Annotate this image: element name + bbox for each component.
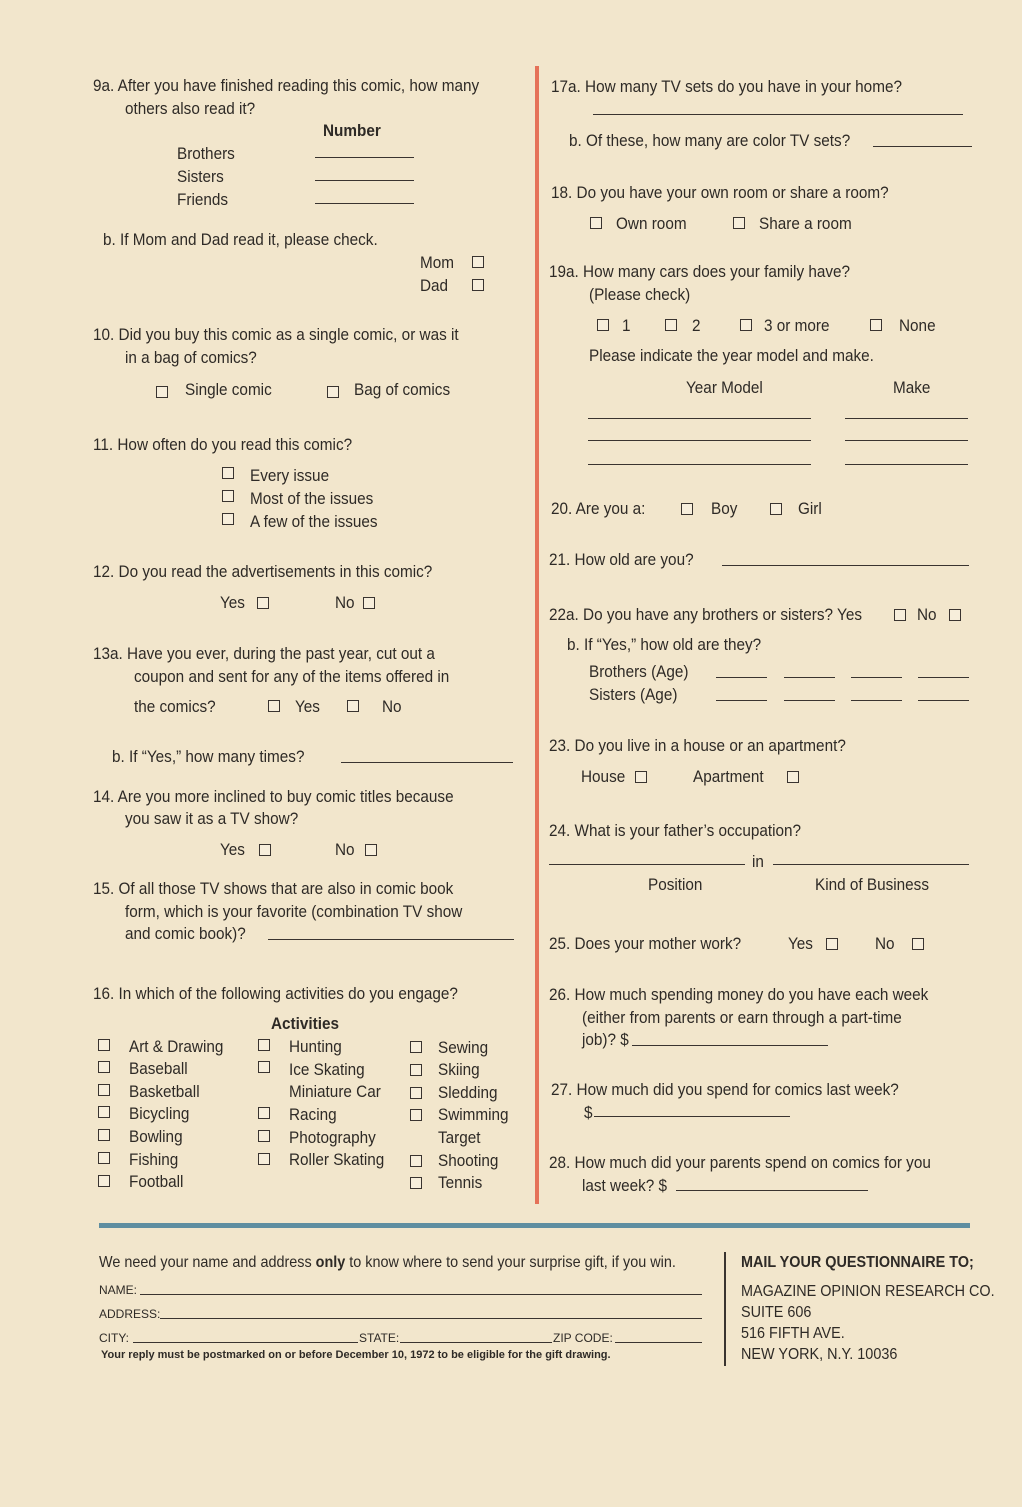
tv-sets-field[interactable] bbox=[593, 114, 963, 115]
position-field[interactable] bbox=[549, 864, 745, 865]
friends-count-field[interactable] bbox=[315, 203, 414, 204]
bicycling-checkbox[interactable] bbox=[98, 1106, 110, 1118]
year-model-field-2[interactable] bbox=[588, 440, 811, 441]
q28-label-cont: last week? $ bbox=[582, 1176, 668, 1195]
q13a-no-checkbox[interactable] bbox=[347, 700, 359, 712]
sisters-label: Sisters bbox=[177, 167, 224, 186]
share-room-label: Share a room bbox=[759, 214, 852, 233]
photography-label: Photography bbox=[289, 1128, 376, 1147]
column-divider bbox=[535, 66, 539, 1204]
few-issues-checkbox[interactable] bbox=[222, 513, 234, 525]
own-room-checkbox[interactable] bbox=[590, 217, 602, 229]
q14-yes-checkbox[interactable] bbox=[259, 844, 271, 856]
make-field-1[interactable] bbox=[845, 418, 968, 419]
q13a-label-cont: coupon and sent for any of the items offered in bbox=[134, 667, 450, 686]
fishing-label: Fishing bbox=[129, 1150, 179, 1169]
q17b-label: b. Of these, how many are color TV sets? bbox=[569, 131, 851, 150]
single-comic-label: Single comic bbox=[185, 380, 272, 399]
sewing-checkbox[interactable] bbox=[410, 1041, 422, 1053]
bowling-checkbox[interactable] bbox=[98, 1129, 110, 1141]
brothers-age-label: Brothers (Age) bbox=[589, 662, 689, 681]
q12-yes-label: Yes bbox=[220, 593, 245, 612]
girl-checkbox[interactable] bbox=[770, 503, 782, 515]
position-caption: Position bbox=[648, 875, 703, 894]
mother-work-no-checkbox[interactable] bbox=[912, 938, 924, 950]
cars-1-label: 1 bbox=[622, 316, 631, 335]
sisters-age-label: Sisters (Age) bbox=[589, 685, 678, 704]
brother-age-field-4[interactable] bbox=[918, 677, 969, 678]
swimming-label: Swimming bbox=[438, 1105, 509, 1124]
times-field[interactable] bbox=[341, 762, 513, 763]
comics-spend-field[interactable] bbox=[594, 1116, 790, 1117]
year-model-field-1[interactable] bbox=[588, 418, 811, 419]
every-issue-label: Every issue bbox=[250, 466, 330, 485]
q9a-label: 9a. After you have finished reading this comic, how many bbox=[93, 76, 480, 95]
shooting-label: Shooting bbox=[438, 1151, 499, 1170]
color-tv-field[interactable] bbox=[873, 146, 972, 147]
q13a-label: 13a. Have you ever, during the past year, cut out a bbox=[93, 644, 435, 663]
siblings-no-checkbox[interactable] bbox=[949, 609, 961, 621]
q19a-label: 19a. How many cars does your family have? bbox=[549, 262, 851, 281]
tennis-label: Tennis bbox=[438, 1173, 483, 1192]
sledding-checkbox[interactable] bbox=[410, 1087, 422, 1099]
q12-yes-checkbox[interactable] bbox=[257, 597, 269, 609]
baseball-label: Baseball bbox=[129, 1059, 188, 1078]
q14-label-cont: you saw it as a TV show? bbox=[125, 809, 299, 828]
mail-line-2: SUITE 606 bbox=[741, 1304, 812, 1321]
sister-age-field-1[interactable] bbox=[716, 700, 767, 701]
q15-label-cont2: and comic book)? bbox=[125, 924, 246, 943]
q17a-label: 17a. How many TV sets do you have in your home? bbox=[551, 77, 902, 96]
tennis-checkbox[interactable] bbox=[410, 1177, 422, 1189]
football-checkbox[interactable] bbox=[98, 1175, 110, 1187]
mail-title: MAIL YOUR QUESTIONNAIRE TO; bbox=[741, 1254, 974, 1271]
dad-label: Dad bbox=[420, 276, 449, 295]
apartment-label: Apartment bbox=[693, 767, 764, 786]
cars-none-checkbox[interactable] bbox=[870, 319, 882, 331]
cars-3-checkbox[interactable] bbox=[740, 319, 752, 331]
cars-2-checkbox[interactable] bbox=[665, 319, 677, 331]
house-checkbox[interactable] bbox=[635, 771, 647, 783]
sister-age-field-4[interactable] bbox=[918, 700, 969, 701]
sewing-label: Sewing bbox=[438, 1038, 489, 1057]
number-heading: Number bbox=[323, 121, 381, 140]
address-field[interactable] bbox=[160, 1318, 702, 1319]
activities-heading: Activities bbox=[271, 1014, 340, 1033]
most-issues-checkbox[interactable] bbox=[222, 490, 234, 502]
q26-label-cont: (either from parents or earn through a part-time bbox=[582, 1008, 902, 1027]
q26-label: 26. How much spending money do you have each week bbox=[549, 985, 929, 1004]
q9b-label: b. If Mom and Dad read it, please check. bbox=[103, 230, 378, 249]
skiing-checkbox[interactable] bbox=[410, 1064, 422, 1076]
share-room-checkbox[interactable] bbox=[733, 217, 745, 229]
racing-label: Racing bbox=[289, 1105, 337, 1124]
mother-work-yes-checkbox[interactable] bbox=[826, 938, 838, 950]
miniature-car-label: Miniature Car bbox=[289, 1082, 381, 1101]
brothers-count-field[interactable] bbox=[315, 157, 414, 158]
q18-label: 18. Do you have your own room or share a room? bbox=[551, 183, 889, 202]
mail-line-4: NEW YORK, N.Y. 10036 bbox=[741, 1346, 898, 1363]
cars-2-label: 2 bbox=[692, 316, 701, 335]
q24-label: 24. What is your father’s occupation? bbox=[549, 821, 802, 840]
postmark-note: Your reply must be postmarked on or before December 10, 1972 to be eligible for the gift drawing. bbox=[101, 1349, 611, 1361]
q14-no-checkbox[interactable] bbox=[365, 844, 377, 856]
q22b-label: b. If “Yes,” how old are they? bbox=[567, 635, 762, 654]
q12-label: 12. Do you read the advertisements in this comic? bbox=[93, 562, 433, 581]
apartment-checkbox[interactable] bbox=[787, 771, 799, 783]
q26-label-cont2: job)? $ bbox=[582, 1030, 629, 1049]
sledding-label: Sledding bbox=[438, 1083, 498, 1102]
q21-label: 21. How old are you? bbox=[549, 550, 694, 569]
q10-label-cont: in a bag of comics? bbox=[125, 348, 257, 367]
mother-work-no-label: No bbox=[875, 934, 895, 953]
q13a-yes-checkbox[interactable] bbox=[268, 700, 280, 712]
swimming-checkbox[interactable] bbox=[410, 1109, 422, 1121]
house-label: House bbox=[581, 767, 626, 786]
photography-checkbox[interactable] bbox=[258, 1130, 270, 1142]
cars-1-checkbox[interactable] bbox=[597, 319, 609, 331]
q13a-no-label: No bbox=[382, 697, 402, 716]
bag-of-comics-checkbox[interactable] bbox=[327, 386, 339, 398]
year-model-field-3[interactable] bbox=[588, 464, 811, 465]
address-label: ADDRESS: bbox=[99, 1307, 161, 1321]
roller-skating-checkbox[interactable] bbox=[258, 1153, 270, 1165]
state-label: STATE: bbox=[359, 1331, 400, 1345]
name-label: NAME: bbox=[99, 1283, 138, 1297]
basketball-label: Basketball bbox=[129, 1082, 200, 1101]
bowling-label: Bowling bbox=[129, 1127, 183, 1146]
make-field-3[interactable] bbox=[845, 464, 968, 465]
q13a-yes-label: Yes bbox=[295, 697, 320, 716]
q12-no-label: No bbox=[335, 593, 355, 612]
q20-label: 20. Are you a: bbox=[551, 499, 646, 518]
siblings-yes-checkbox[interactable] bbox=[894, 609, 906, 621]
miniature-car-racing-checkbox[interactable] bbox=[258, 1107, 270, 1119]
q13a-label-cont2: the comics? bbox=[134, 697, 216, 716]
mother-work-yes-label: Yes bbox=[788, 934, 813, 953]
q15-label-cont: form, which is your favorite (combination TV show bbox=[125, 902, 463, 921]
brother-age-field-1[interactable] bbox=[716, 677, 767, 678]
in-label: in bbox=[752, 852, 764, 871]
q9a-label-cont: others also read it? bbox=[125, 99, 256, 118]
footer-intro: We need your name and address only to know where to send your surprise gift, if you win. bbox=[99, 1254, 676, 1271]
ice-skating-checkbox[interactable] bbox=[258, 1061, 270, 1073]
q23-label: 23. Do you live in a house or an apartment? bbox=[549, 736, 846, 755]
most-issues-label: Most of the issues bbox=[250, 489, 374, 508]
boy-label: Boy bbox=[711, 499, 738, 518]
q25-label: 25. Does your mother work? bbox=[549, 934, 742, 953]
year-model-heading: Year Model bbox=[686, 378, 763, 397]
siblings-no-label: No bbox=[917, 605, 937, 624]
boy-checkbox[interactable] bbox=[681, 503, 693, 515]
mom-checkbox[interactable] bbox=[472, 256, 484, 268]
mail-line-1: MAGAZINE OPINION RESEARCH CO. bbox=[741, 1283, 995, 1300]
sisters-count-field[interactable] bbox=[315, 180, 414, 181]
cars-3-label: 3 or more bbox=[764, 316, 830, 335]
q14-yes-label: Yes bbox=[220, 840, 245, 859]
spending-money-field[interactable] bbox=[632, 1045, 828, 1046]
dad-checkbox[interactable] bbox=[472, 279, 484, 291]
fishing-checkbox[interactable] bbox=[98, 1152, 110, 1164]
zip-label: ZIP CODE: bbox=[553, 1331, 613, 1345]
indicate-label: Please indicate the year model and make. bbox=[589, 346, 874, 365]
footer-divider bbox=[99, 1223, 970, 1228]
q16-label: 16. In which of the following activities do you engage? bbox=[93, 984, 458, 1003]
baseball-checkbox[interactable] bbox=[98, 1061, 110, 1073]
q11-label: 11. How often do you read this comic? bbox=[93, 435, 353, 454]
city-field[interactable] bbox=[133, 1342, 358, 1343]
target-label: Target bbox=[438, 1128, 481, 1147]
q13b-label: b. If “Yes,” how many times? bbox=[112, 747, 305, 766]
skiing-label: Skiing bbox=[438, 1060, 480, 1079]
art-drawing-label: Art & Drawing bbox=[129, 1037, 224, 1056]
zip-field[interactable] bbox=[615, 1342, 702, 1343]
q14-no-label: No bbox=[335, 840, 355, 859]
favorite-show-field[interactable] bbox=[268, 939, 514, 940]
art-drawing-checkbox[interactable] bbox=[98, 1039, 110, 1051]
basketball-checkbox[interactable] bbox=[98, 1084, 110, 1096]
parents-spend-field[interactable] bbox=[676, 1190, 868, 1191]
q14-label: 14. Are you more inclined to buy comic titles because bbox=[93, 787, 454, 806]
target-shooting-checkbox[interactable] bbox=[410, 1155, 422, 1167]
make-field-2[interactable] bbox=[845, 440, 968, 441]
kind-of-business-caption: Kind of Business bbox=[815, 875, 929, 894]
every-issue-checkbox[interactable] bbox=[222, 467, 234, 479]
few-issues-label: A few of the issues bbox=[250, 512, 378, 531]
cars-none-label: None bbox=[899, 316, 936, 335]
own-room-label: Own room bbox=[616, 214, 687, 233]
ice-skating-label: Ice Skating bbox=[289, 1060, 365, 1079]
hunting-label: Hunting bbox=[289, 1037, 342, 1056]
single-comic-checkbox[interactable] bbox=[156, 386, 168, 398]
q15-label: 15. Of all those TV shows that are also in comic book bbox=[93, 879, 454, 898]
name-field[interactable] bbox=[140, 1294, 702, 1295]
brother-age-field-3[interactable] bbox=[851, 677, 902, 678]
roller-skating-label: Roller Skating bbox=[289, 1150, 385, 1169]
make-heading: Make bbox=[893, 378, 931, 397]
age-field[interactable] bbox=[722, 565, 969, 566]
q28-label: 28. How much did your parents spend on comics for you bbox=[549, 1153, 931, 1172]
mom-label: Mom bbox=[420, 253, 455, 272]
state-field[interactable] bbox=[400, 1342, 552, 1343]
hunting-checkbox[interactable] bbox=[258, 1039, 270, 1051]
sister-age-field-3[interactable] bbox=[851, 700, 902, 701]
q10-label: 10. Did you buy this comic as a single comic, or was it bbox=[93, 325, 459, 344]
q22a-label: 22a. Do you have any brothers or sisters? Yes bbox=[549, 605, 862, 624]
city-label: CITY: bbox=[99, 1331, 130, 1345]
brother-age-field-2[interactable] bbox=[784, 677, 835, 678]
mail-divider bbox=[724, 1252, 726, 1366]
q19a-label-cont: (Please check) bbox=[589, 285, 691, 304]
football-label: Football bbox=[129, 1172, 184, 1191]
bag-of-comics-label: Bag of comics bbox=[354, 380, 451, 399]
q12-no-checkbox[interactable] bbox=[363, 597, 375, 609]
business-field[interactable] bbox=[773, 864, 969, 865]
mail-line-3: 516 FIFTH AVE. bbox=[741, 1325, 845, 1342]
q27-dollar: $ bbox=[584, 1103, 593, 1122]
girl-label: Girl bbox=[798, 499, 822, 518]
sister-age-field-2[interactable] bbox=[784, 700, 835, 701]
brothers-label: Brothers bbox=[177, 144, 235, 163]
bicycling-label: Bicycling bbox=[129, 1104, 190, 1123]
friends-label: Friends bbox=[177, 190, 229, 209]
q27-label: 27. How much did you spend for comics last week? bbox=[551, 1080, 899, 1099]
